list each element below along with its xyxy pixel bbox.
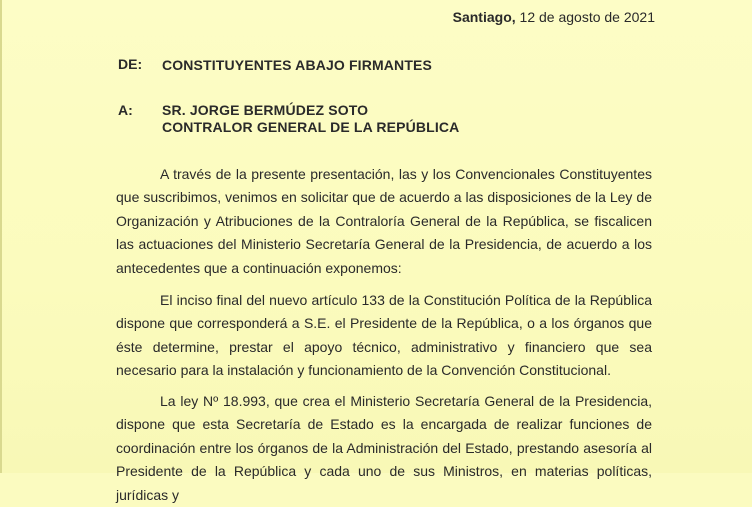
- from-label: DE:: [118, 56, 143, 72]
- body-paragraph-1: A través de la presente presentación, las y los Convencionales Constituyentes que suscribimos, venimos en solicitar que de acuerdo a las disposiciones de la Ley de Organización y Atribuciones de la Contraloría General de la República, se fiscalicen las actuaciones del Ministerio Secretaría General de la Presidencia, de acuerdo a los antecedentes que a continuación exponemos:: [116, 166, 652, 276]
- body-paragraph-2: El inciso final del nuevo artículo 133 de la Constitución Política de la República dispone que corresponderá a S.E. el Presidente de la República, o a los órganos que éste determine, prestar el apoyo técnico, administrativo y financiero que sea necesario para la instalación y funcionamiento de la Convención Constitucional.: [116, 292, 652, 379]
- date-text: 12 de agosto de 2021: [519, 9, 655, 25]
- page-edge: [0, 0, 2, 473]
- to-label: A:: [118, 102, 133, 118]
- to-recipient-name: SR. JORGE BERMÚDEZ SOTO: [162, 102, 369, 118]
- date-line: [453, 9, 655, 25]
- from-value: CONSTITUYENTES ABAJO FIRMANTES: [162, 57, 432, 73]
- date-city: Santiago,: [452, 9, 516, 25]
- body-paragraph-3: La ley Nº 18.993, que crea el Ministerio Secretaría General de la Presidencia, dispone que esta Secretaría de Estado es la encargada de realizar funciones de coordinación entre los órganos de la Administración del Estado, prestando asesoría al Presidente de la República y cada uno de sus Ministros, en materias políticas, jurídicas y: [116, 393, 652, 503]
- to-recipient-title: CONTRALOR GENERAL DE LA REPÚBLICA: [162, 119, 460, 135]
